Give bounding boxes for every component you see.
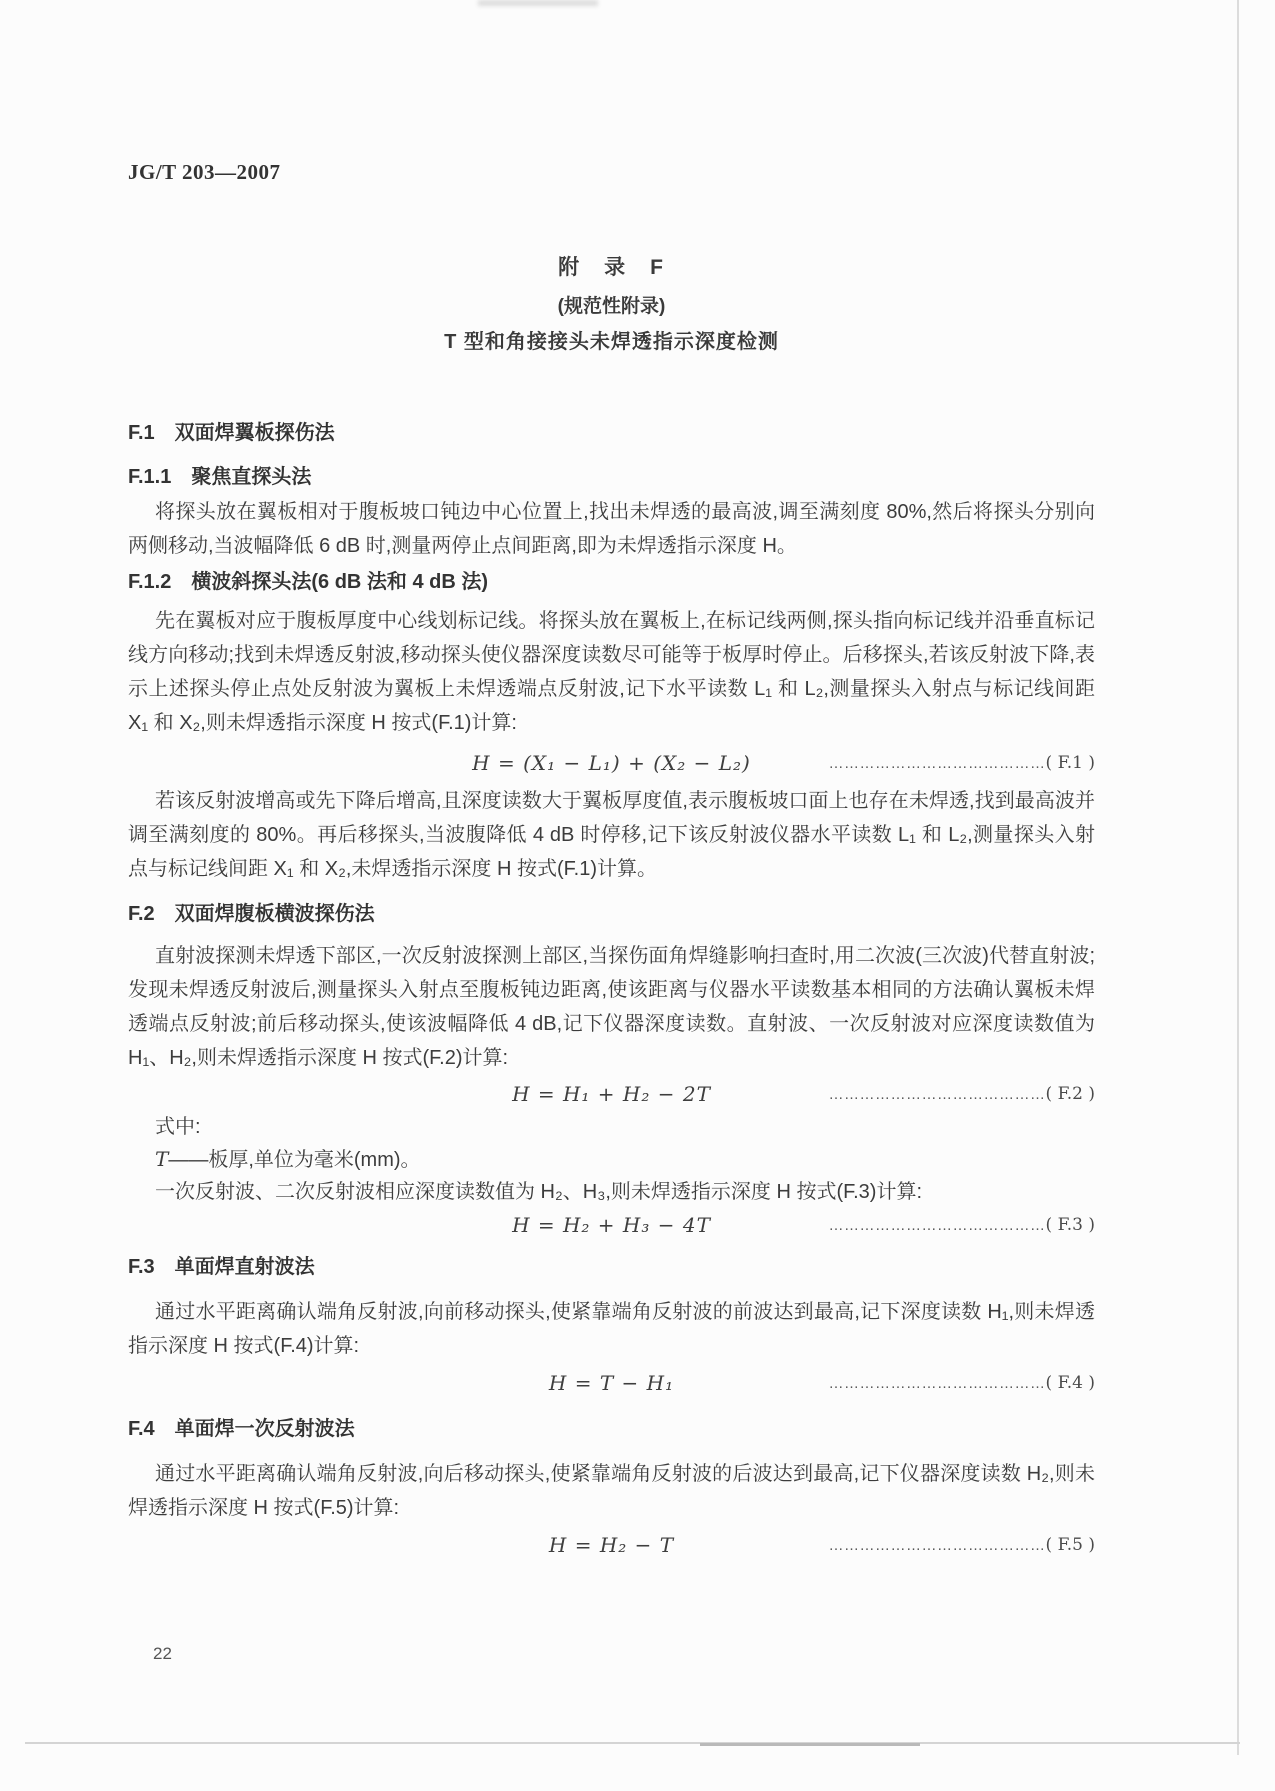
formula-f1-number: ( F.1 ): [1045, 753, 1095, 773]
page-content: [128, 0, 1095, 1562]
paragraph-f1-2-b: 若该反射波增高或先下降后增高,且深度读数大于翼板厚度值,表示腹板坡口面上也存在未焊透,找到最高波并调至满刻度的 80%。再后移探头,当波腹降低 4 dB 时停移,记下该反射波仪器水平读数 L₁ 和 L₂,测量探头入射点与标记线间距 X₁ 和 X₂,未焊透指示深度 H 按式(F.1)计算。: [128, 790, 1095, 880]
formula-f2: [128, 1077, 1095, 1111]
page-number: 22: [153, 1644, 172, 1663]
formula-f5-dots: ……………………………………: [828, 1537, 1046, 1554]
appendix-name: T 型和角接接头未焊透指示深度检测: [444, 331, 779, 353]
where-definition-t: [128, 1143, 1095, 1176]
formula-f1-expression: H = (X₁ − L₁) + (X₂ − L₂): [472, 751, 751, 775]
section-heading-f1: F.1 双面焊翼板探伤法: [128, 422, 335, 444]
standard-number-header: JG/T 203—2007: [128, 160, 281, 184]
where-definition-t-symbol: T: [155, 1147, 169, 1171]
scan-edge-right: [1237, 0, 1239, 1755]
formula-f2-number: ( F.2 ): [1045, 1084, 1095, 1104]
paragraph-f2-b: 一次反射波、二次反射波相应深度读数值为 H₂、H₃,则未焊透指示深度 H 按式(F.3)计算:: [155, 1181, 923, 1203]
section-heading-f1-2: F.1.2 横波斜探头法(6 dB 法和 4 dB 法): [128, 571, 489, 593]
section-heading-f3: F.3 单面焊直射波法: [128, 1256, 315, 1278]
formula-f2-expression: H = H₁ + H₂ − 2T: [512, 1082, 711, 1106]
formula-f5-number: ( F.5 ): [1045, 1535, 1095, 1555]
scan-edge-bottom: [25, 1742, 1240, 1744]
formula-f2-reference: [829, 1077, 1095, 1111]
formula-f1-reference: [829, 746, 1095, 780]
formula-f5-reference: [829, 1528, 1095, 1562]
formula-f3-expression: H = H₂ + H₃ − 4T: [512, 1213, 711, 1237]
scan-edge-bottom-shadow: [700, 1743, 920, 1746]
section-heading-f4: F.4 单面焊一次反射波法: [128, 1418, 355, 1440]
formula-f5-expression: H = H₂ − T: [548, 1533, 675, 1557]
scan-smudge-top: [478, 0, 598, 6]
section-heading-f2: F.2 双面焊腹板横波探伤法: [128, 903, 375, 925]
paragraph-f4: 通过水平距离确认端角反射波,向后移动探头,使紧靠端角反射波的后波达到最高,记下仪器深度读数 H₂,则未焊透指示深度 H 按式(F.5)计算:: [128, 1463, 1095, 1519]
paragraph-f2-a: 直射波探测未焊透下部区,一次反射波探测上部区,当探伤面角焊缝影响扫查时,用二次波(三次波)代替直射波;发现未焊透反射波后,测量探头入射点至腹板钝边距离,使该距离与仪器水平读数基本相同的方法确认翼板未焊透端点反射波;前后移动探头,使该波幅降低 4 dB,记下仪器深度读数。直射波、一次反射波对应深度读数值为 H₁、H₂,则未焊透指示深度 H 按式(F.2)计算:: [128, 945, 1095, 1069]
formula-f1: [128, 746, 1095, 780]
formula-f3: [128, 1208, 1095, 1242]
formula-f3-dots: ……………………………………: [828, 1217, 1046, 1234]
paragraph-f1-1: 将探头放在翼板相对于腹板坡口钝边中心位置上,找出未焊透的最高波,调至满刻度 80%,然后将探头分别向两侧移动,当波幅降低 6 dB 时,测量两停止点间距离,即为未焊透指示深度 H。: [128, 501, 1095, 557]
formula-f5: [128, 1528, 1095, 1562]
where-label: 式中:: [155, 1116, 201, 1138]
formula-f4-dots: ……………………………………: [828, 1375, 1046, 1392]
formula-f4: [128, 1366, 1095, 1400]
formula-f3-reference: [829, 1208, 1095, 1242]
formula-f3-number: ( F.3 ): [1045, 1215, 1095, 1235]
appendix-title: 附 录 F: [558, 256, 665, 279]
formula-f1-dots: ……………………………………: [828, 755, 1046, 772]
formula-f4-reference: [829, 1366, 1095, 1400]
where-definition-t-text: ——板厚,单位为毫米(mm)。: [168, 1149, 421, 1171]
appendix-subtitle: (规范性附录): [557, 296, 666, 317]
formula-f4-number: ( F.4 ): [1045, 1373, 1095, 1393]
paragraph-f1-2-a: 先在翼板对应于腹板厚度中心线划标记线。将探头放在翼板上,在标记线两侧,探头指向标记线并沿垂直标记线方向移动;找到未焊透反射波,移动探头使仪器深度读数尽可能等于板厚时停止。后移探头,若该反射波下降,表示上述探头停止点处反射波为翼板上未焊透端点反射波,记下水平读数 L₁ 和 L₂,测量探头入射点与标记线间距 X₁ 和 X₂,则未焊透指示深度 H 按式(F.1)计算:: [128, 610, 1095, 734]
formula-f2-dots: ……………………………………: [828, 1086, 1046, 1103]
section-heading-f1-1: F.1.1 聚焦直探头法: [128, 466, 312, 488]
paragraph-f3: 通过水平距离确认端角反射波,向前移动探头,使紧靠端角反射波的前波达到最高,记下深度读数 H₁,则未焊透指示深度 H 按式(F.4)计算:: [128, 1301, 1095, 1357]
appendix-title-block: [128, 251, 1095, 354]
formula-f4-expression: H = T − H₁: [548, 1371, 675, 1395]
